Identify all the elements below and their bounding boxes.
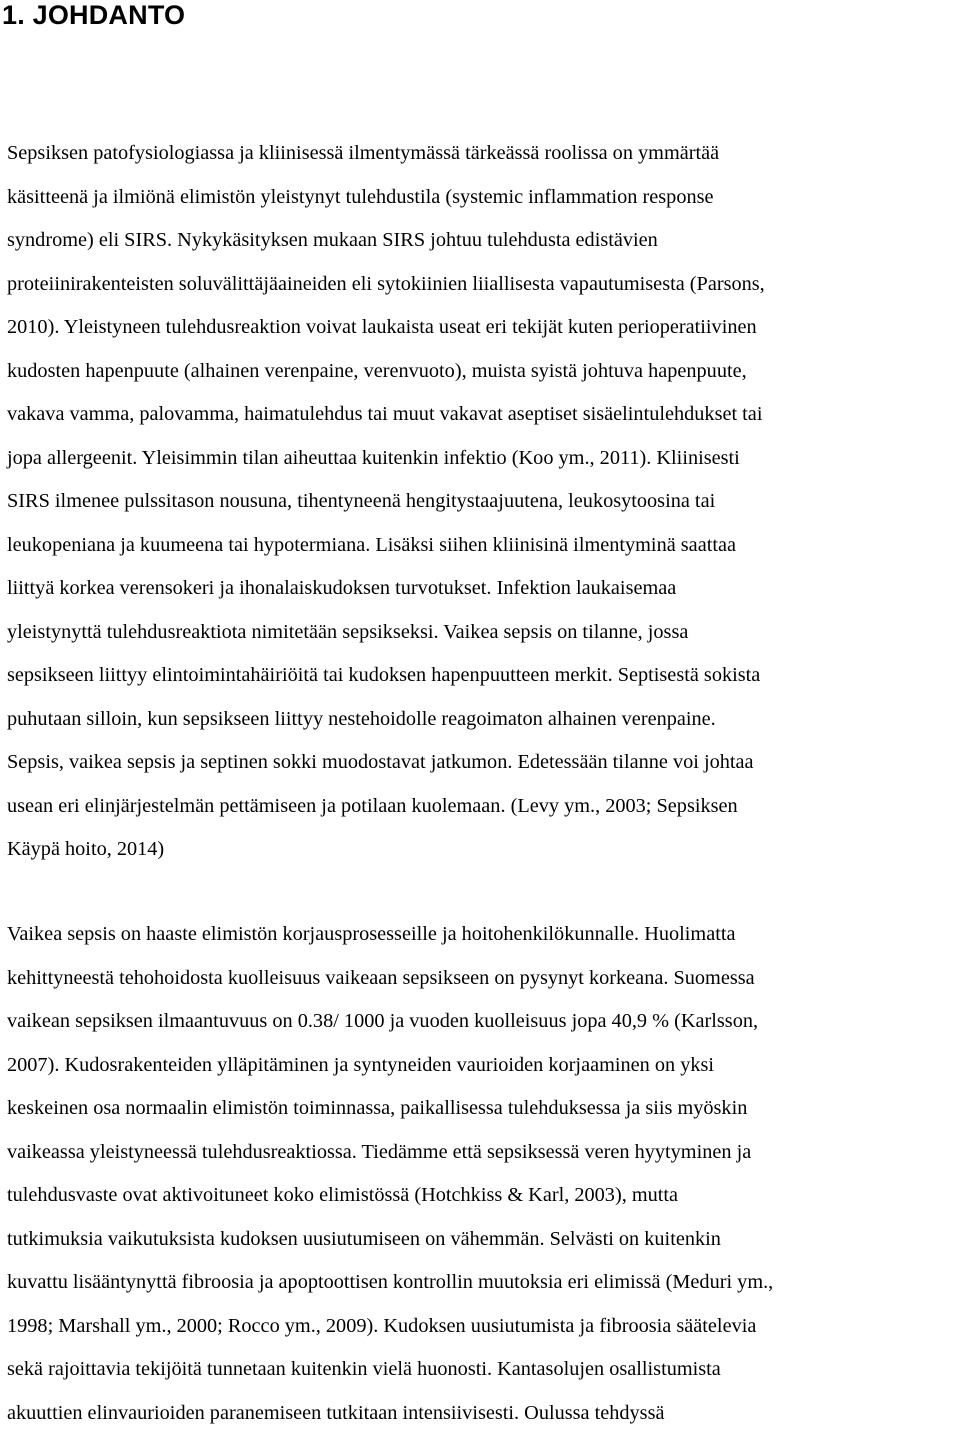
text-line: 2007). Kudosrakenteiden ylläpitäminen ja syntyneiden vaurioiden korjaaminen on yksi (7, 1044, 957, 1088)
text-line: Käypä hoito, 2014) (7, 828, 957, 872)
text-line: akuuttien elinvaurioiden paranemiseen tutkitaan intensiivisesti. Oulussa tehdyssä (7, 1392, 957, 1435)
text-line: sepsikseen liittyy elintoimintahäiriöitä tai kudoksen hapenpuutteen merkit. Septisestä sokista (7, 654, 957, 698)
text-line: kuvattu lisääntynyttä fibroosia ja apoptoottisen kontrollin muutoksia eri elimissä (Meduri ym., (7, 1261, 957, 1305)
text-line: liittyä korkea verensokeri ja ihonalaiskudoksen turvotukset. Infektion laukaisemaa (7, 567, 957, 611)
text-line: Sepsiksen patofysiologiassa ja kliinisessä ilmentymässä tärkeässä roolissa on ymmärtää (7, 132, 957, 176)
text-line: 1998; Marshall ym., 2000; Rocco ym., 2009). Kudoksen uusiutumista ja fibroosia säätelevia (7, 1305, 957, 1349)
text-line: keskeinen osa normaalin elimistön toiminnassa, paikallisessa tulehduksessa ja siis myöskin (7, 1087, 957, 1131)
text-line: jopa allergeenit. Yleisimmin tilan aiheuttaa kuitenkin infektio (Koo ym., 2011). Kliinisesti (7, 437, 957, 481)
text-line: Vaikea sepsis on haaste elimistön korjausprosesseille ja hoitohenkilökunnalle. Huolimatta (7, 913, 957, 957)
text-line: puhutaan silloin, kun sepsikseen liittyy nestehoidolle reagoimaton alhainen verenpaine. (7, 698, 957, 742)
text-line: 2010). Yleistyneen tulehdusreaktion voivat laukaista useat eri tekijät kuten perioperatiivinen (7, 306, 957, 350)
text-line: Sepsis, vaikea sepsis ja septinen sokki muodostavat jatkumon. Edetessään tilanne voi johtaa (7, 741, 957, 785)
paragraph-sirs-introduction (7, 132, 960, 872)
text-line: yleistynyttä tulehdusreaktiota nimitetään sepsikseksi. Vaikea sepsis on tilanne, jossa (7, 611, 957, 655)
text-line: vakava vamma, palovamma, haimatulehdus tai muut vakavat aseptiset sisäelintulehdukset tai (7, 393, 957, 437)
text-line: vaikeassa yleistyneessä tulehdusreaktiossa. Tiedämme että sepsiksessä veren hyytyminen ja (7, 1131, 957, 1175)
text-line: proteiinirakenteisten soluvälittäjäaineiden eli sytokiinien liiallisesta vapautumisesta (Parsons, (7, 263, 957, 307)
text-line: syndrome) eli SIRS. Nykykäsityksen mukaan SIRS johtuu tulehdusta edistävien (7, 219, 957, 263)
text-line: kudosten hapenpuute (alhainen verenpaine, verenvuoto), muista syistä johtuva hapenpuute, (7, 350, 957, 394)
text-line: kehittyneestä tehohoidosta kuolleisuus vaikeaan sepsikseen on pysynyt korkeana. Suomessa (7, 957, 957, 1001)
text-line: usean eri elinjärjestelmän pettämiseen ja potilaan kuolemaan. (Levy ym., 2003; Sepsiksen (7, 785, 957, 829)
paragraph-severe-sepsis (7, 913, 960, 1435)
text-line: leukopeniana ja kuumeena tai hypotermiana. Lisäksi siihen kliinisinä ilmentyminä saattaa (7, 524, 957, 568)
text-line: SIRS ilmenee pulssitason nousuna, tihentyneenä hengitystaajuutena, leukosytoosina tai (7, 480, 957, 524)
section-heading: 1. JOHDANTO (2, 0, 185, 30)
text-line: tulehdusvaste ovat aktivoituneet koko elimistössä (Hotchkiss & Karl, 2003), mutta (7, 1174, 957, 1218)
text-line: sekä rajoittavia tekijöitä tunnetaan kuitenkin vielä huonosti. Kantasolujen osallistumista (7, 1348, 957, 1392)
text-line: tutkimuksia vaikutuksista kudoksen uusiutumiseen on vähemmän. Selvästi on kuitenkin (7, 1218, 957, 1262)
text-line: käsitteenä ja ilmiönä elimistön yleistynyt tulehdustila (systemic inflammation response (7, 176, 957, 220)
text-line: vaikean sepsiksen ilmaantuvuus on 0.38/ 1000 ja vuoden kuolleisuus jopa 40,9 % (Karlsson, (7, 1000, 957, 1044)
